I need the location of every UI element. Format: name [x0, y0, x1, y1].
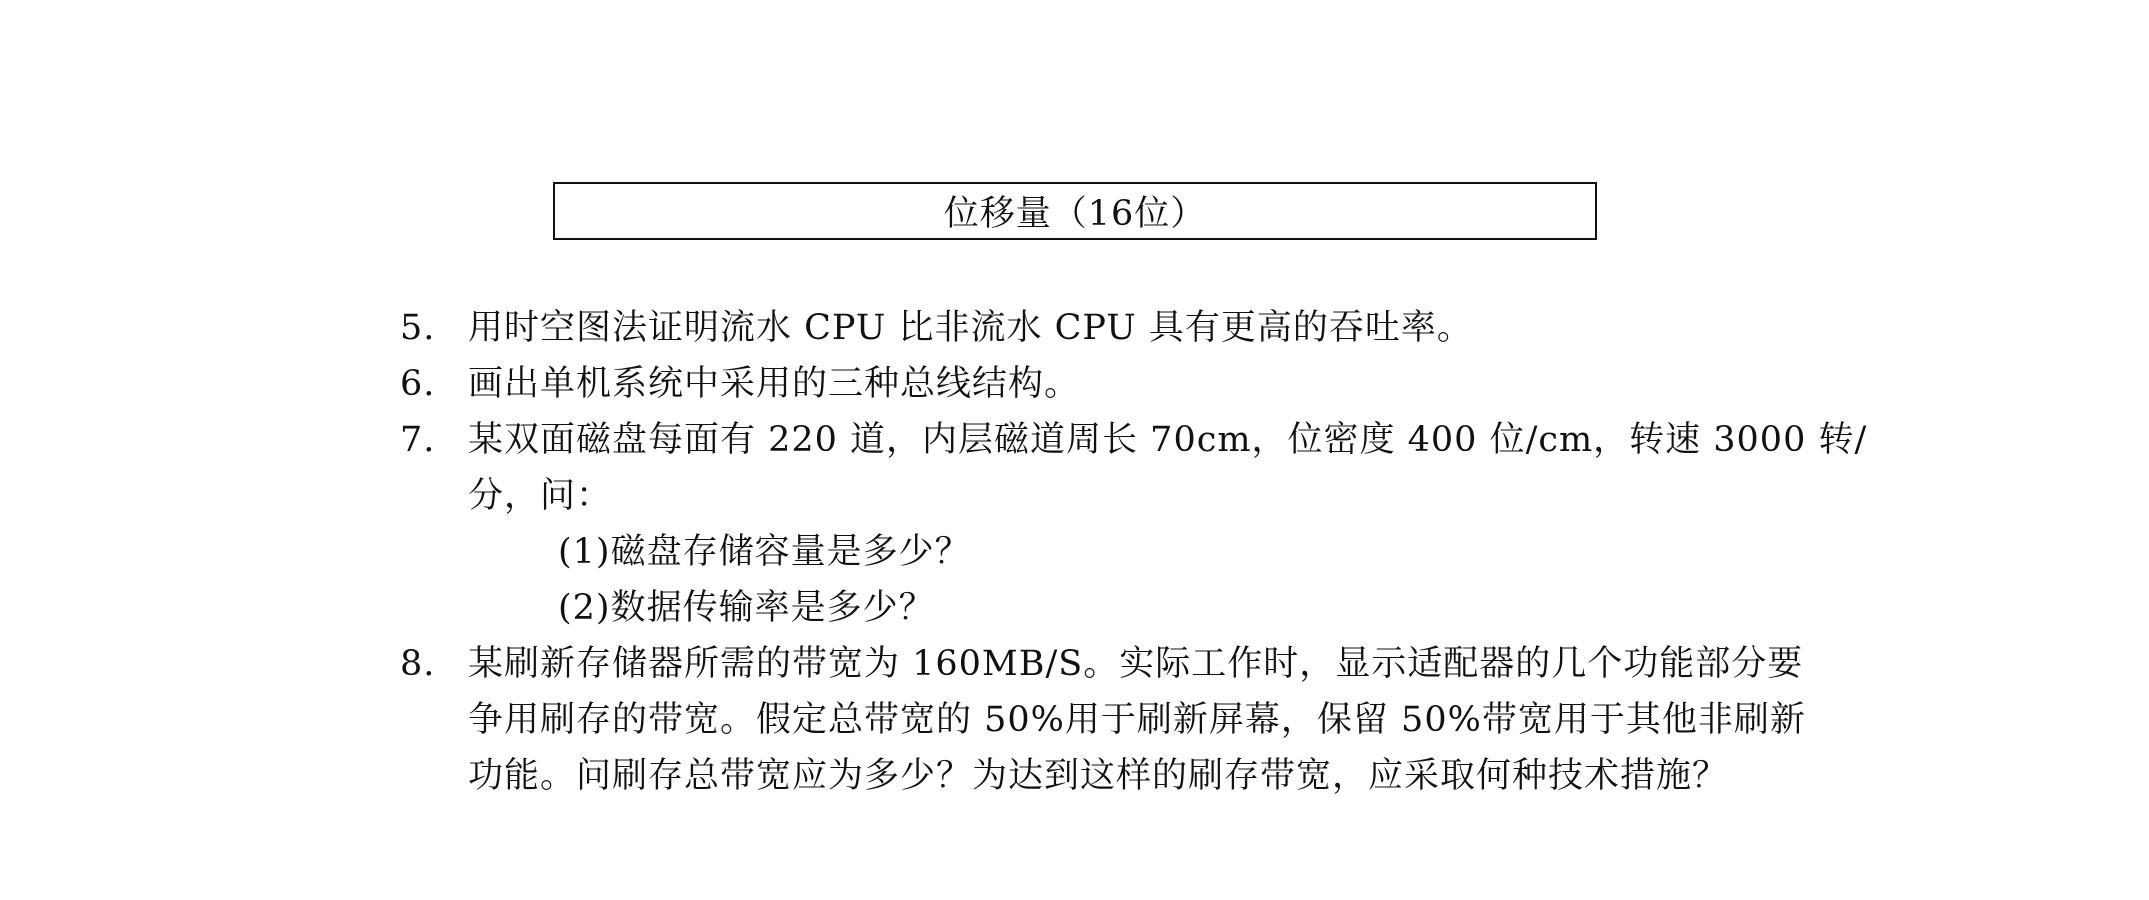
- question-line: 用时空图法证明流水 CPU 比非流水 CPU 具有更高的吞吐率。: [468, 308, 1473, 348]
- question-line: 画出单机系统中采用的三种总线结构。: [468, 364, 1081, 404]
- question-text: [468, 412, 1868, 636]
- question-7: [400, 412, 1868, 636]
- sub-question-2: (2)数据传输率是多少？: [558, 588, 935, 628]
- question-number: 7.: [400, 420, 436, 460]
- question-text: [468, 636, 1840, 804]
- question-line: 某双面磁盘每面有 220 道，内层磁道周长 70cm，位密度 400 位/cm，转速 3000 转/: [468, 420, 1868, 460]
- question-text: [468, 300, 1840, 356]
- table-cell-displacement: [553, 182, 1597, 240]
- question-line: 分，问：: [468, 476, 613, 516]
- table-cell-label: 位移量（16位）: [943, 194, 1207, 234]
- question-8: [400, 636, 1840, 804]
- sub-question-1: (1)磁盘存储容量是多少？: [558, 532, 971, 572]
- question-line: 某刷新存储器所需的带宽为 160MB/S。实际工作时，显示适配器的几个功能部分要: [468, 644, 1804, 684]
- question-number: 6.: [400, 364, 436, 404]
- question-line: 争用刷存的带宽。假定总带宽的 50%用于刷新屏幕，保留 50%带宽用于其他非刷新: [468, 700, 1806, 740]
- question-number: 8.: [400, 644, 436, 684]
- question-line: 功能。问刷存总带宽应为多少？为达到这样的刷存带宽，应采取何种技术措施？: [468, 756, 1729, 796]
- question-5: [400, 300, 1840, 356]
- question-6: [400, 356, 1840, 412]
- question-list: [400, 300, 1868, 804]
- question-number: 5.: [400, 308, 436, 348]
- question-text: [468, 356, 1840, 412]
